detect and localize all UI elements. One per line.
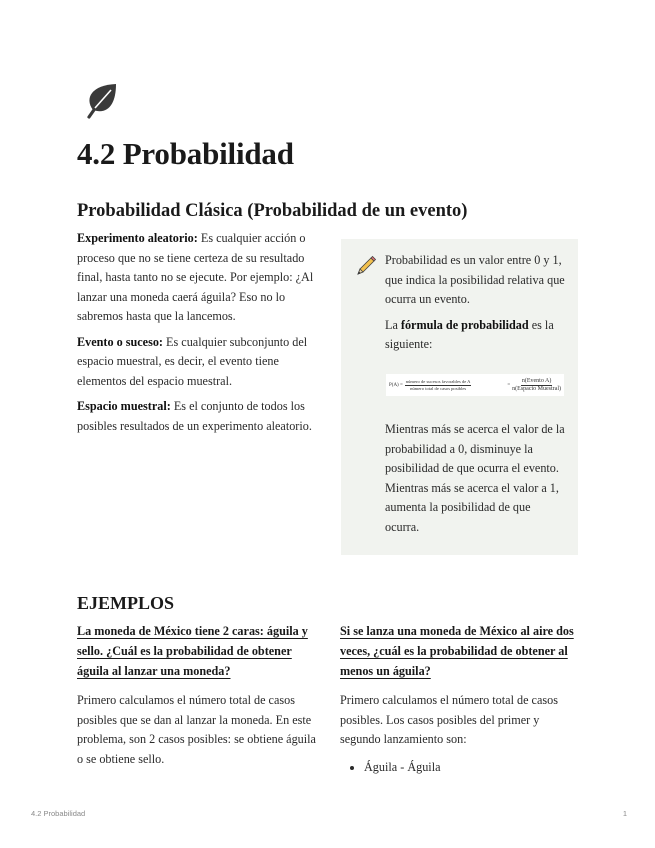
callout-text (385, 251, 567, 355)
callout-closing-wrap (385, 420, 567, 537)
formula-frac1-num: número de sucesos favorables de A (405, 379, 471, 384)
formula-frac1-den: número total de casos posibles (410, 385, 467, 391)
example-2-answer: Primero calculamos el número total de casos posibles. Los casos posibles del primer y segundo lanzamiento son: (340, 693, 558, 746)
pencil-icon (355, 255, 377, 277)
formula-lhs: P(A) = (389, 382, 403, 388)
formula-frac2-num: n(Evento A) (521, 377, 552, 384)
examples-heading: EJEMPLOS (77, 593, 175, 613)
page-title: 4.2 Probabilidad (77, 136, 294, 171)
formula-fraction-1 (405, 379, 472, 391)
section-heading: Probabilidad Clásica (Probabilidad de un evento) (77, 201, 468, 221)
definitions-column (77, 229, 317, 436)
example-2 (340, 621, 582, 777)
definition-espacio (77, 397, 317, 436)
formula-fraction-2 (512, 378, 561, 393)
formula-prefix: La (385, 317, 401, 332)
probability-formula (386, 374, 564, 396)
callout-closing: Mientras más se acerca el valor de la probabilidad a 0, disminuye la posibilidad de que ocurra el evento. Mientras más se acerca el valor a 1, aumenta la posibilidad de que ocurra. (385, 422, 565, 534)
footer-title: 4.2 Probabilidad (31, 809, 86, 818)
list-item: • Águila - Águila (364, 758, 582, 778)
formula-lhs-group (389, 379, 471, 391)
definition-text: Es cualquier acción o proceso que no se tiene certeza de su resultado final, hasta tanto no se ejecute. Por ejemplo: ¿Al lanzar una moneda caerá águila? Eso no lo sabremos hasta que la lancemos. (77, 231, 314, 323)
callout-intro: Probabilidad es un valor entre 0 y 1, que indica la posibilidad relativa que ocurra un evento. (385, 253, 565, 306)
definition-text: Es el conjunto de todos los posibles resultados de un experimento aleatorio. (77, 399, 312, 433)
example-1-answer: Primero calculamos el número total de casos posibles que se dan al lanzar la moneda. En este problema, son 2 casos posibles: se obtiene águila o se obtiene sello. (77, 693, 316, 766)
example-2-question: Si se lanza una moneda de México al aire dos veces, ¿cuál es la probabilidad de obtener al menos un águila? (340, 624, 574, 678)
example-1 (77, 621, 319, 769)
formula-rhs-group (507, 378, 561, 393)
definition-evento (77, 333, 317, 392)
formula-bold: fórmula de probabilidad (400, 317, 529, 332)
formula-suffix: es la siguiente: (385, 317, 554, 351)
definition-text: Es cualquier subconjunto del espacio muestral, es decir, el evento tiene elementos del espacio muestral. (77, 334, 308, 388)
example-2-list (340, 758, 582, 778)
page-number: 1 (622, 809, 627, 818)
definition-term: Espacio muestral: (77, 399, 171, 413)
callout-formula-intro (385, 316, 567, 355)
leaf-icon (80, 80, 120, 120)
definition-term: Evento o suceso: (77, 334, 163, 349)
formula-frac2-den: n(Espacio Muestral) (512, 385, 561, 392)
formula-eq: = (507, 382, 511, 388)
example-1-question: La moneda de México tiene 2 caras: águila y sello. ¿Cuál es la probabilidad de obtener águila al lanzar una moneda? (77, 624, 308, 678)
definition-experimento (77, 229, 317, 327)
page-footer (31, 809, 627, 818)
definition-term: Experimento aleatorio: (77, 231, 198, 245)
